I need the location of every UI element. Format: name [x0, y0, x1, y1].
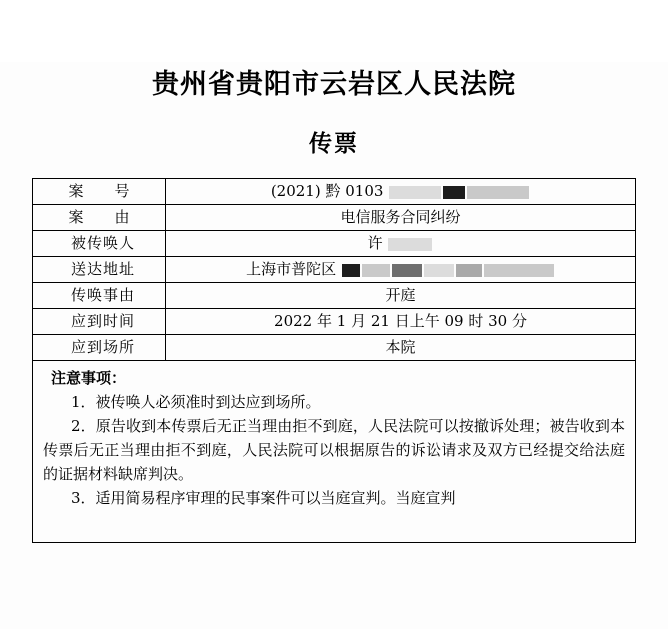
- summons-document: [0, 62, 668, 629]
- note-item: 3．适用简易程序审理的民事案件可以当庭宣判。当庭宣判: [71, 489, 456, 507]
- field-value-summon-reason: 开庭: [385, 286, 416, 304]
- redaction-block: [362, 264, 390, 277]
- table-row: [33, 335, 635, 361]
- note-item: 1．被传唤人必须准时到达应到场所。: [71, 393, 321, 411]
- summoned-person-text: 许: [367, 234, 383, 252]
- field-label-appear-place: 应到场所: [33, 335, 166, 360]
- field-value-cause: 电信服务合同纠纷: [340, 208, 461, 226]
- table-row: [33, 231, 635, 257]
- redaction-block: [342, 264, 360, 277]
- summons-field-table: [32, 178, 636, 361]
- table-row: [33, 179, 635, 205]
- notes-section: [32, 361, 636, 543]
- redaction-block: [443, 186, 465, 199]
- field-label-appear-time: 应到时间: [33, 309, 166, 334]
- field-label-case-number: 案 号: [33, 179, 166, 204]
- redaction-block: [424, 264, 454, 277]
- note-item: 2．原告收到本传票后无正当理由拒不到庭，人民法院可以按撤诉处理；被告收到本传票后无正当理由拒不到庭，人民法院可以根据原告的诉讼请求及双方已经提交给法庭的证据材料缺席判决。: [43, 417, 625, 483]
- field-label-summoned-person: 被传唤人: [33, 231, 166, 256]
- field-value-appear-time: 2022 年 1 月 21 日上午 09 时 30 分: [274, 312, 527, 330]
- field-label-summon-reason: 传唤事由: [33, 283, 166, 308]
- document-type-title: 传票: [309, 130, 359, 157]
- case-number-text: (2021) 黔 0103: [270, 182, 384, 200]
- field-label-service-address: 送达地址: [33, 257, 166, 282]
- service-address-text: 上海市普陀区: [246, 260, 337, 278]
- field-label-cause: 案 由: [33, 205, 166, 230]
- table-row: [33, 257, 635, 283]
- field-value-service-address: [166, 257, 635, 282]
- redaction-block: [388, 238, 432, 251]
- redaction-block: [389, 186, 441, 199]
- field-value-appear-place: 本院: [385, 338, 416, 356]
- redaction-block: [456, 264, 482, 277]
- table-row: [33, 309, 635, 335]
- redaction-block: [392, 264, 422, 277]
- table-row: [33, 283, 635, 309]
- notes-title: 注意事项：: [51, 369, 127, 387]
- table-row: [33, 205, 635, 231]
- redaction-block: [484, 264, 554, 277]
- redaction-block: [467, 186, 529, 199]
- court-title: 贵州省贵阳市云岩区人民法院: [152, 69, 516, 100]
- field-value-case-number: [166, 179, 635, 204]
- field-value-summoned-person: [166, 231, 635, 256]
